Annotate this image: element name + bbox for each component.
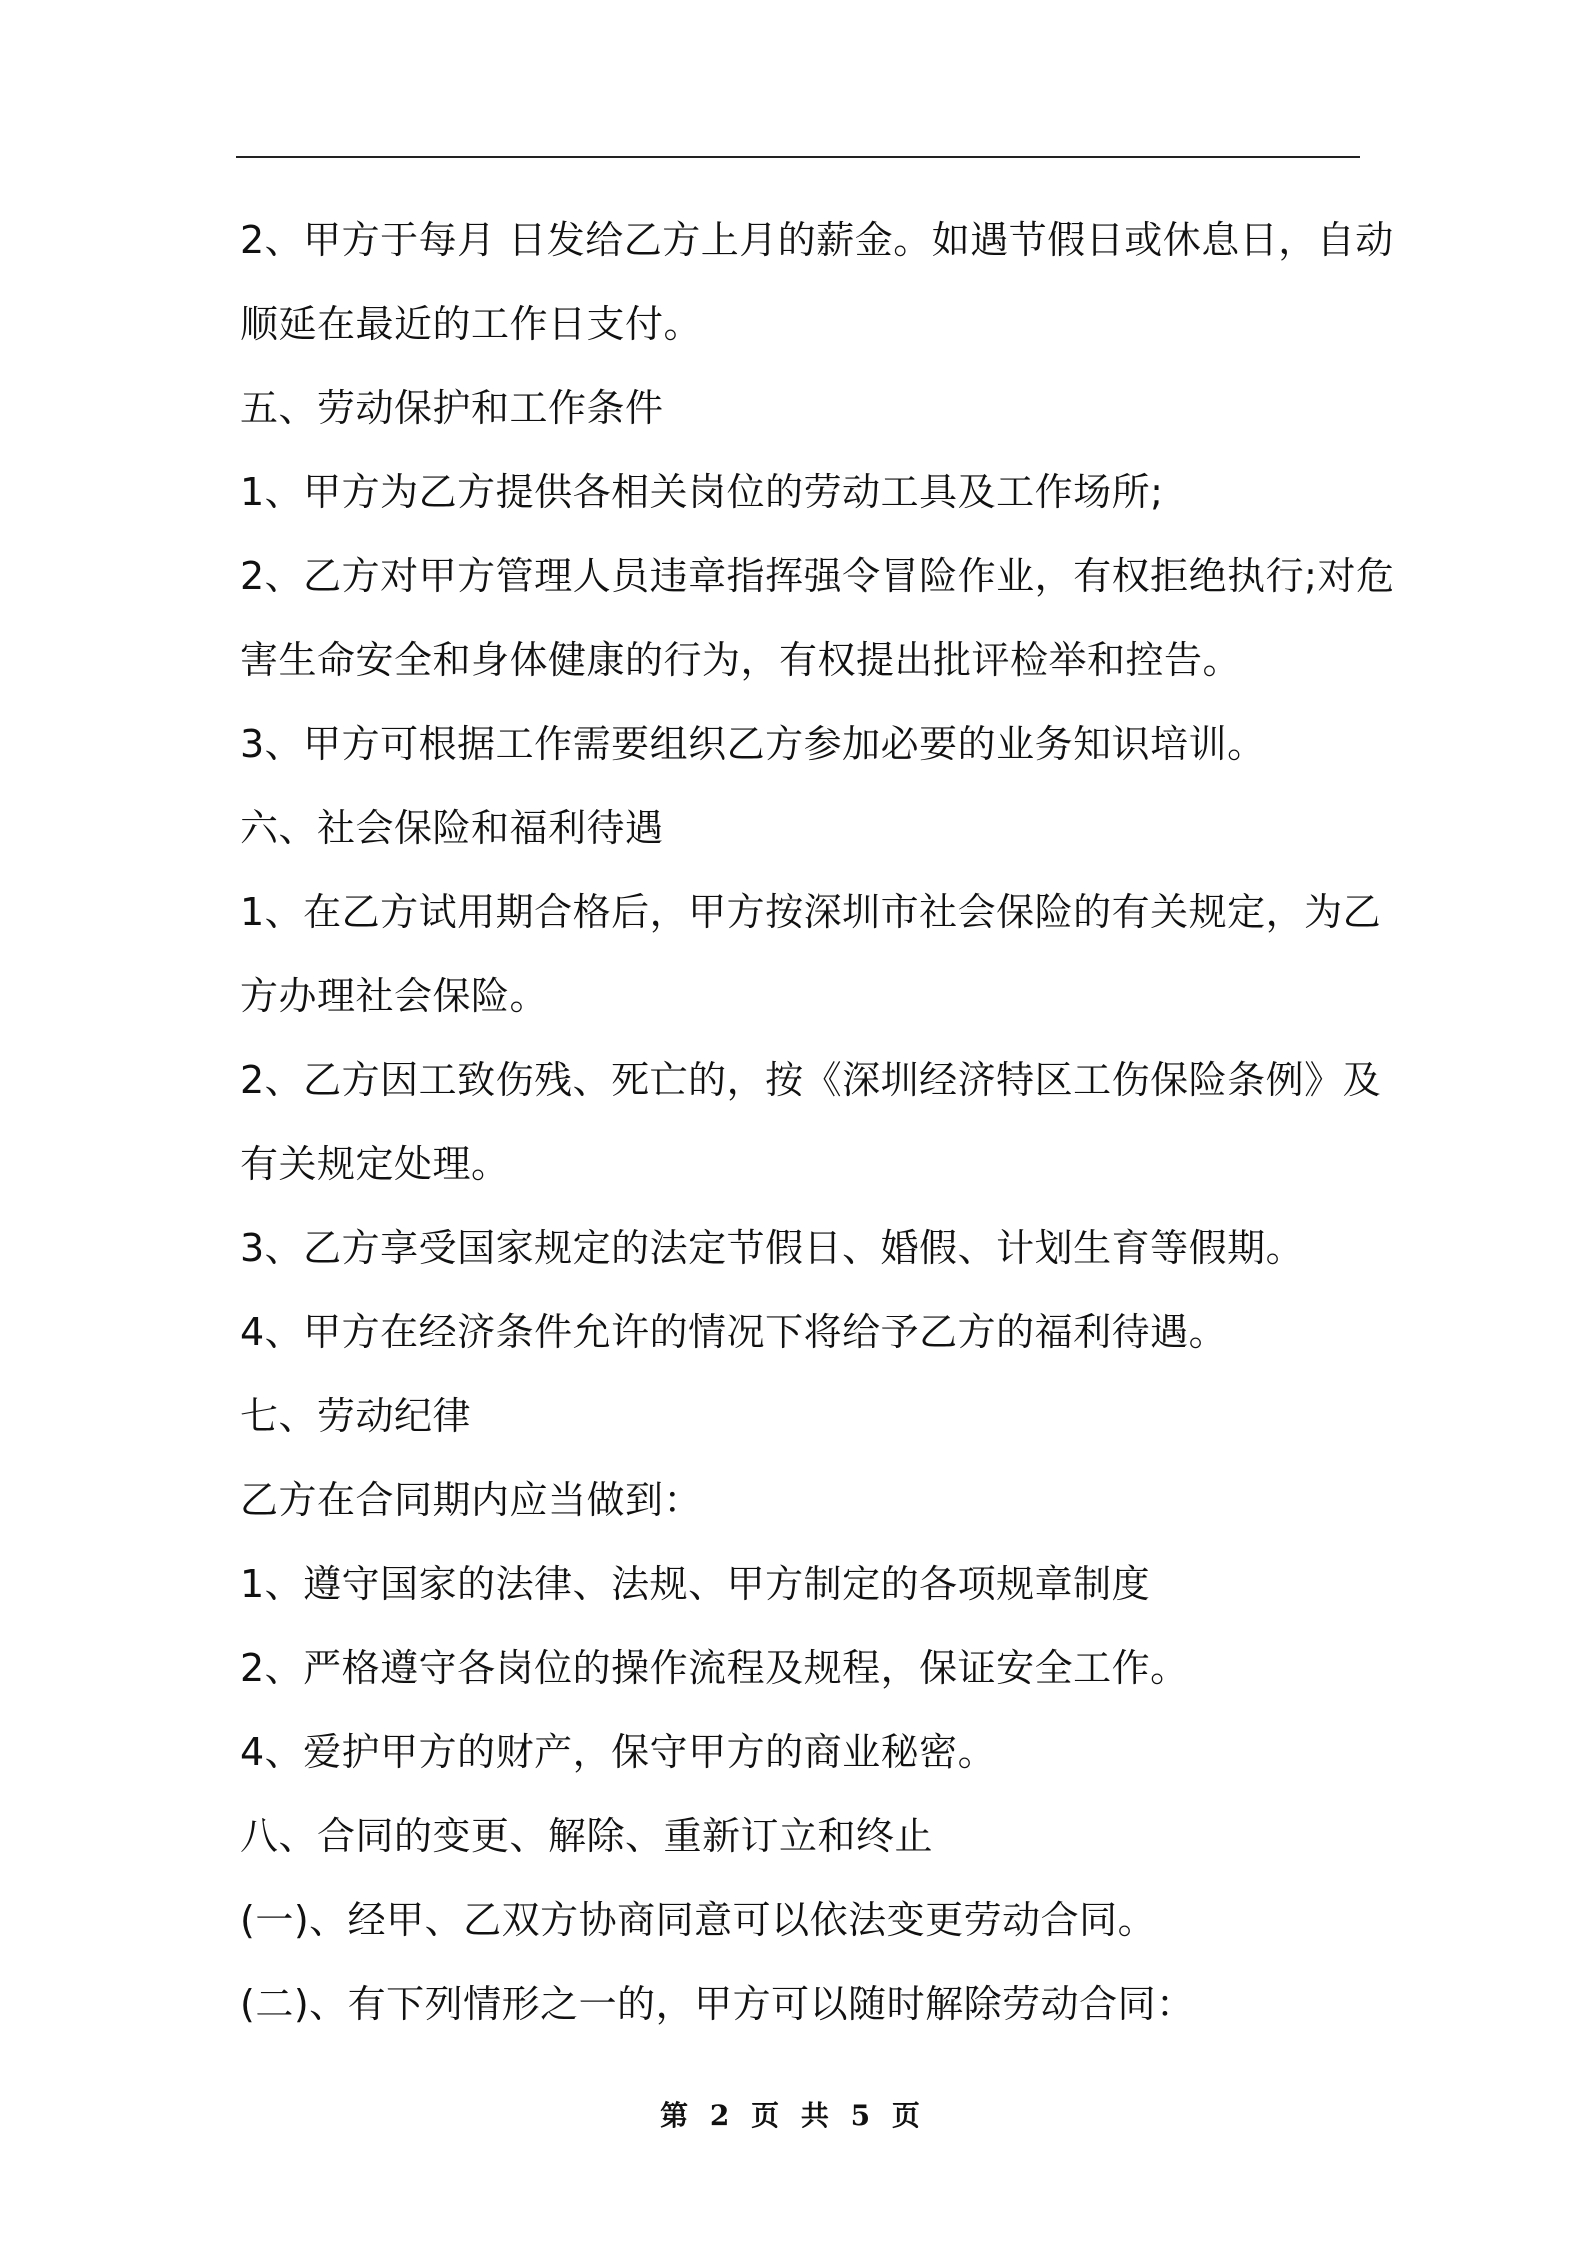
text-line: 3、甲方可根据工作需要组织乙方参加必要的业务知识培训。 (240, 722, 1266, 766)
text-line: 2、甲方于每月 日发给乙方上月的薪金。如遇节假日或休息日，自动 (240, 218, 1394, 262)
text-line: 1、甲方为乙方提供各相关岗位的劳动工具及工作场所; (240, 470, 1164, 514)
text-line: 方办理社会保险。 (240, 974, 549, 1018)
text-line: 1、遵守国家的法律、法规、甲方制定的各项规章制度 (240, 1562, 1151, 1606)
header-rule (236, 156, 1360, 158)
section-heading: 六、社会保险和福利待遇 (240, 806, 664, 850)
text-line: 2、严格遵守各岗位的操作流程及规程，保证安全工作。 (240, 1646, 1189, 1690)
text-line: 3、乙方享受国家规定的法定节假日、婚假、计划生育等假期。 (240, 1226, 1305, 1270)
text-line: 顺延在最近的工作日支付。 (240, 302, 703, 346)
section-heading: 五、劳动保护和工作条件 (240, 386, 664, 430)
text-line: 乙方在合同期内应当做到： (240, 1478, 703, 1522)
document-body (240, 198, 1395, 2046)
text-line: 2、乙方因工致伤残、死亡的，按《深圳经济特区工伤保险条例》及 (240, 1058, 1382, 1102)
text-line: 1、在乙方试用期合格后，甲方按深圳市社会保险的有关规定，为乙 (240, 890, 1382, 934)
text-line: 4、爱护甲方的财产，保守甲方的商业秘密。 (240, 1730, 997, 1774)
page-number: 第 2 页 共 5 页 (660, 2099, 926, 2132)
text-line: 害生命安全和身体健康的行为，有权提出批评检举和控告。 (240, 638, 1242, 682)
section-heading: 七、劳动纪律 (240, 1394, 472, 1438)
text-line: 2、乙方对甲方管理人员违章指挥强令冒险作业，有权拒绝执行;对危 (240, 554, 1395, 598)
text-line: 有关规定处理。 (240, 1142, 510, 1186)
text-line: (二)、有下列情形之一的，甲方可以随时解除劳动合同： (240, 1982, 1195, 2026)
section-heading: 八、合同的变更、解除、重新订立和终止 (240, 1814, 934, 1858)
text-line: (一)、经甲、乙双方协商同意可以依法变更劳动合同。 (240, 1898, 1157, 1942)
text-line: 4、甲方在经济条件允许的情况下将给予乙方的福利待遇。 (240, 1310, 1228, 1354)
